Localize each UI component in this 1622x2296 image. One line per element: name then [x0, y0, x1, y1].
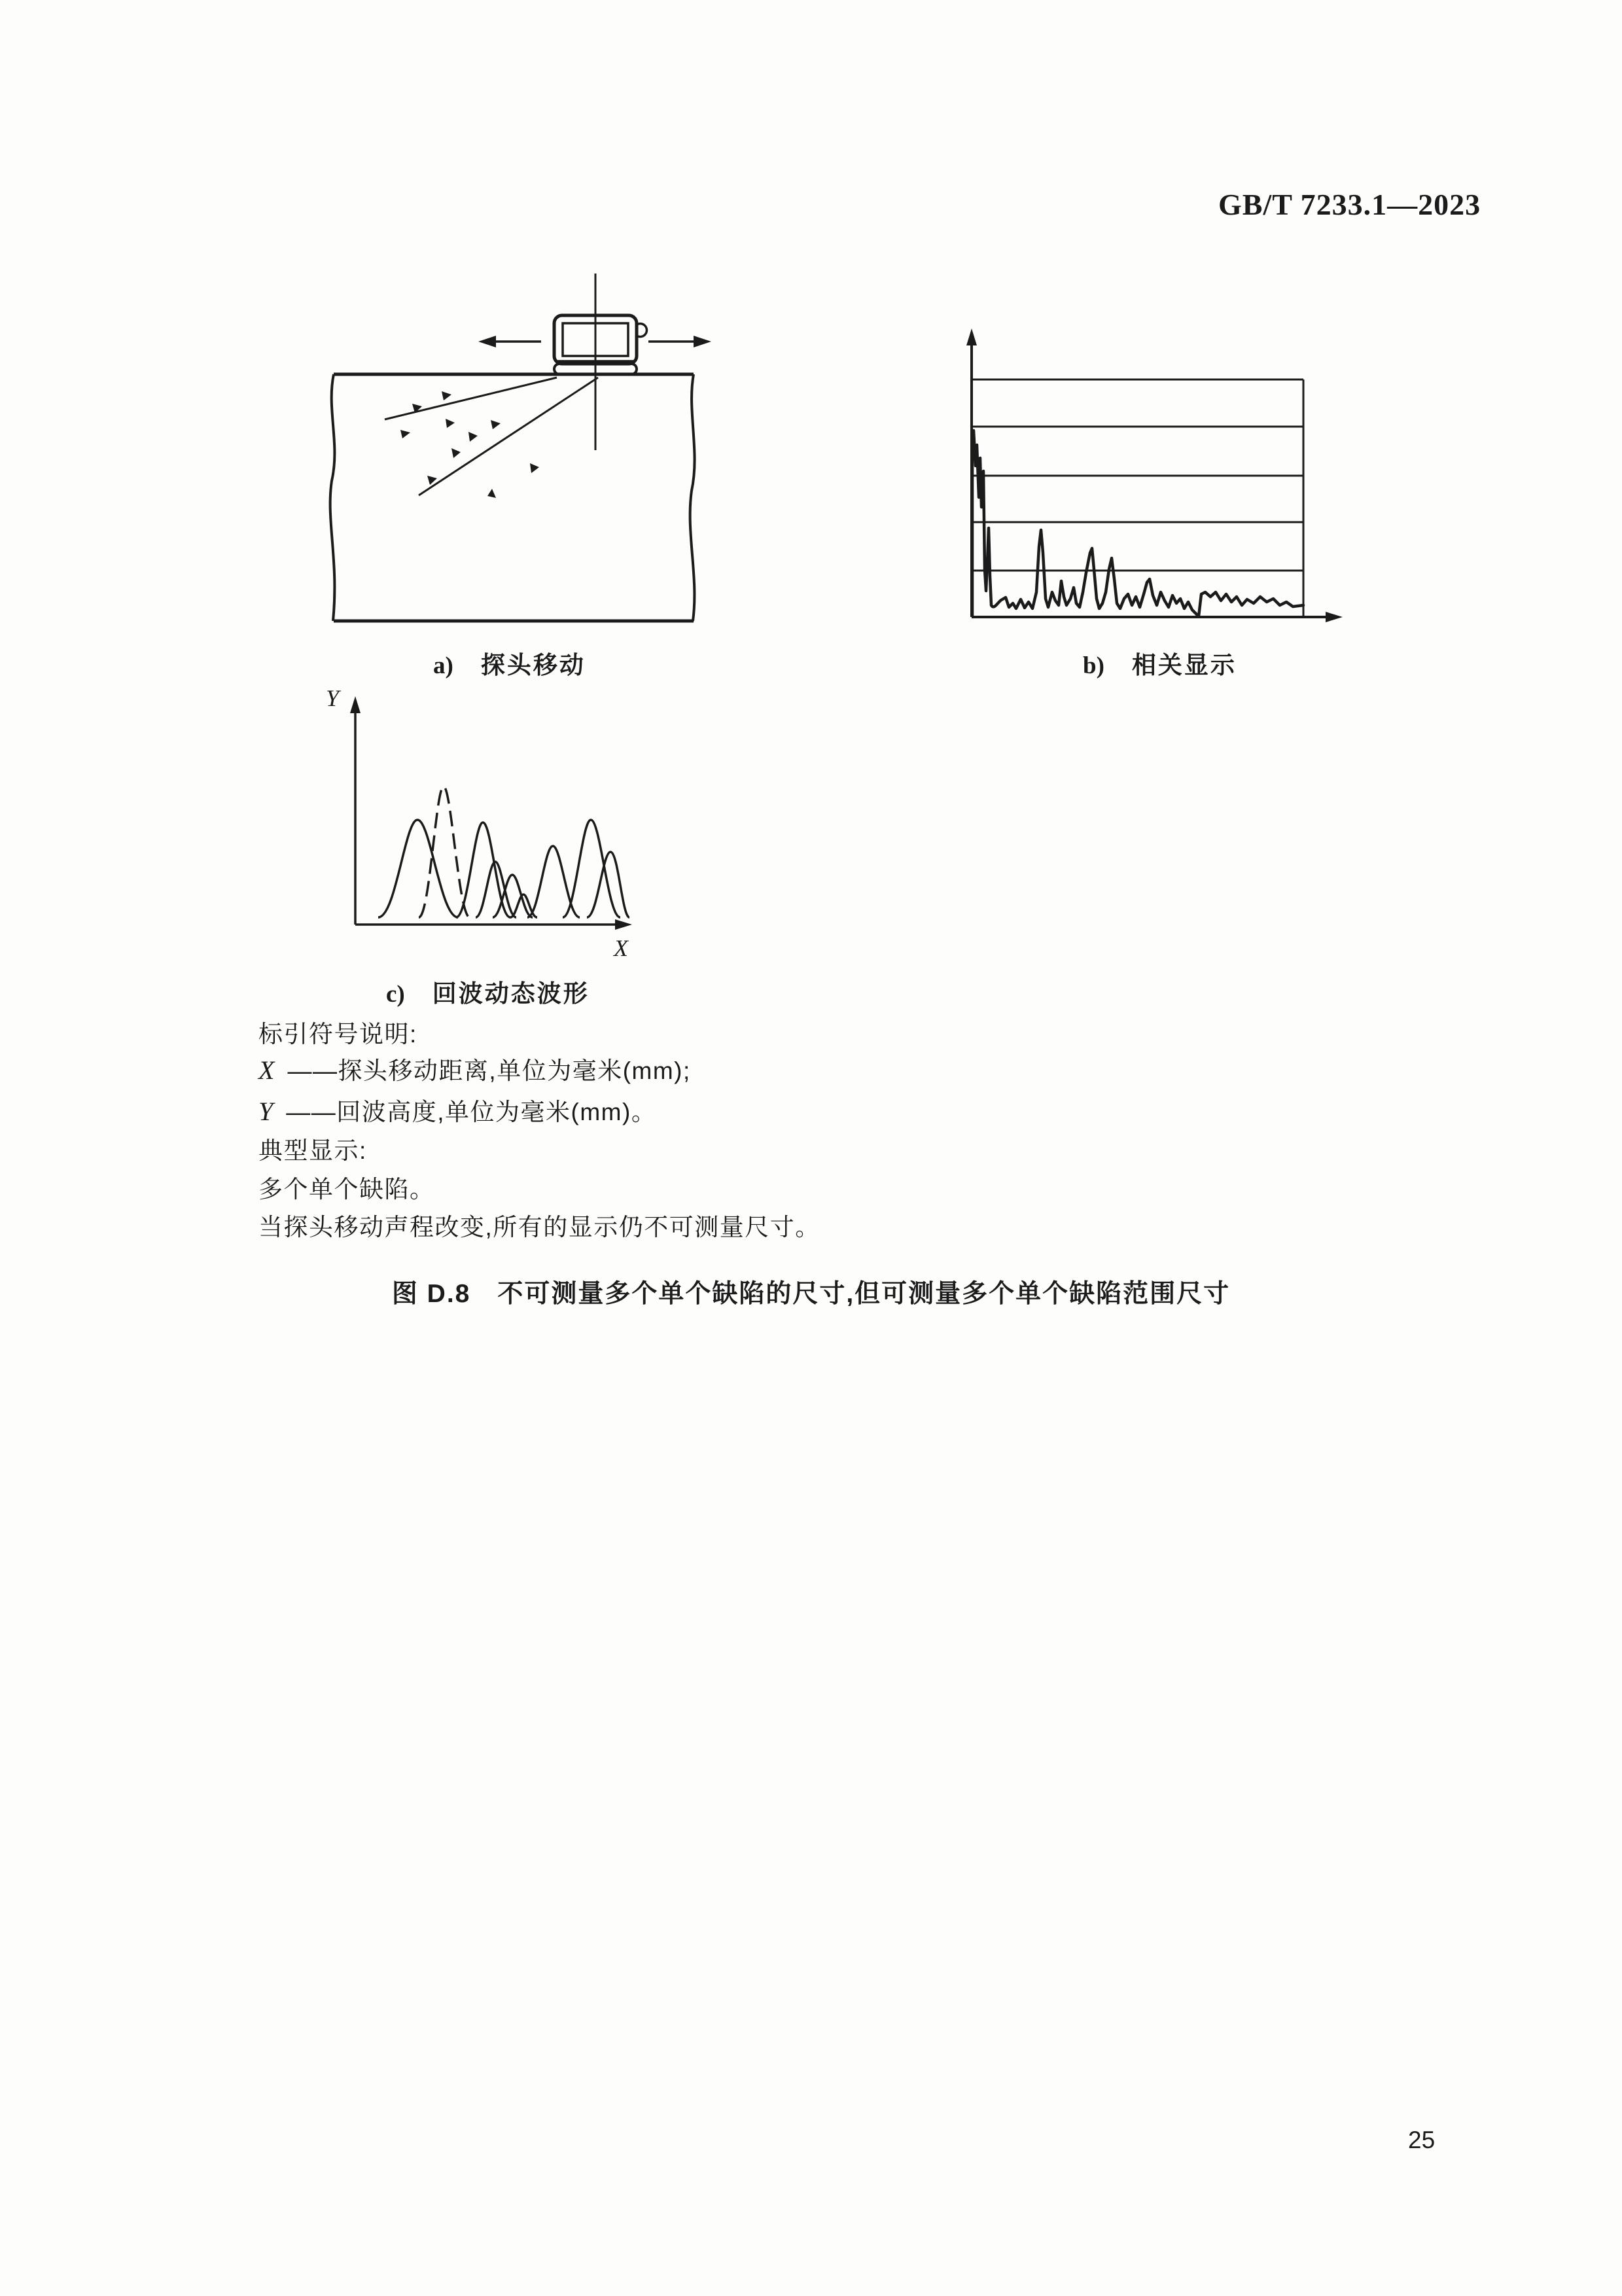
key-item-x-desc: ——探头移动距离,单位为毫米(mm); [287, 1057, 691, 1084]
echo-waveform-diagram [308, 680, 654, 942]
typical-display-line1: 多个单个缺陷。 [258, 1176, 435, 1203]
subfigure-a-caption [433, 645, 586, 680]
subfigure-b-label: b) [1083, 652, 1104, 679]
key-item-y-desc: ——回波高度,单位为毫米(mm)。 [286, 1099, 657, 1125]
typical-display-label: 典型显示: [258, 1137, 367, 1164]
key-item-y-symbol: Y [258, 1097, 273, 1126]
typical-display-line2: 当探头移动声程改变,所有的显示仍不可测量尺寸。 [258, 1214, 820, 1241]
subfigure-c-title: 回波动态波形 [432, 980, 590, 1007]
subfigure-c-caption [386, 974, 590, 1009]
key-intro-line: 标引符号说明: [258, 1021, 417, 1048]
y-axis-label: Y [326, 685, 340, 711]
key-item-x-symbol: X [258, 1055, 275, 1085]
figure-d8-caption: 图 D.8 不可测量多个单个缺陷的尺寸,但可测量多个单个缺陷范围尺寸 [391, 1280, 1231, 1308]
sound-beam-lines [385, 378, 598, 495]
key-item-x [258, 1051, 691, 1086]
standard-number-header: GB/T 7233.1—2023 [1218, 188, 1481, 221]
right-movement-arrow [648, 336, 711, 347]
subfigure-c-label: c) [386, 981, 405, 1008]
echo-signal-trace [972, 431, 1303, 616]
test-block-outline [330, 374, 695, 621]
left-movement-arrow [478, 336, 541, 347]
x-axis-label: X [614, 935, 628, 961]
probe-movement-diagram [275, 262, 733, 667]
ascan-grid [972, 380, 1303, 617]
echo-envelope-peaks [378, 786, 629, 917]
defect-marks [400, 391, 539, 498]
probe [554, 315, 646, 374]
ascan-display-diagram [942, 314, 1374, 667]
subfigure-a-title: 探头移动 [480, 652, 586, 679]
subfigure-a-label: a) [433, 652, 453, 679]
subfigure-b-title: 相关显示 [1131, 652, 1237, 679]
subfigure-b-caption [1083, 645, 1237, 680]
page-number: 25 [1408, 2127, 1436, 2153]
key-item-y [258, 1092, 656, 1127]
